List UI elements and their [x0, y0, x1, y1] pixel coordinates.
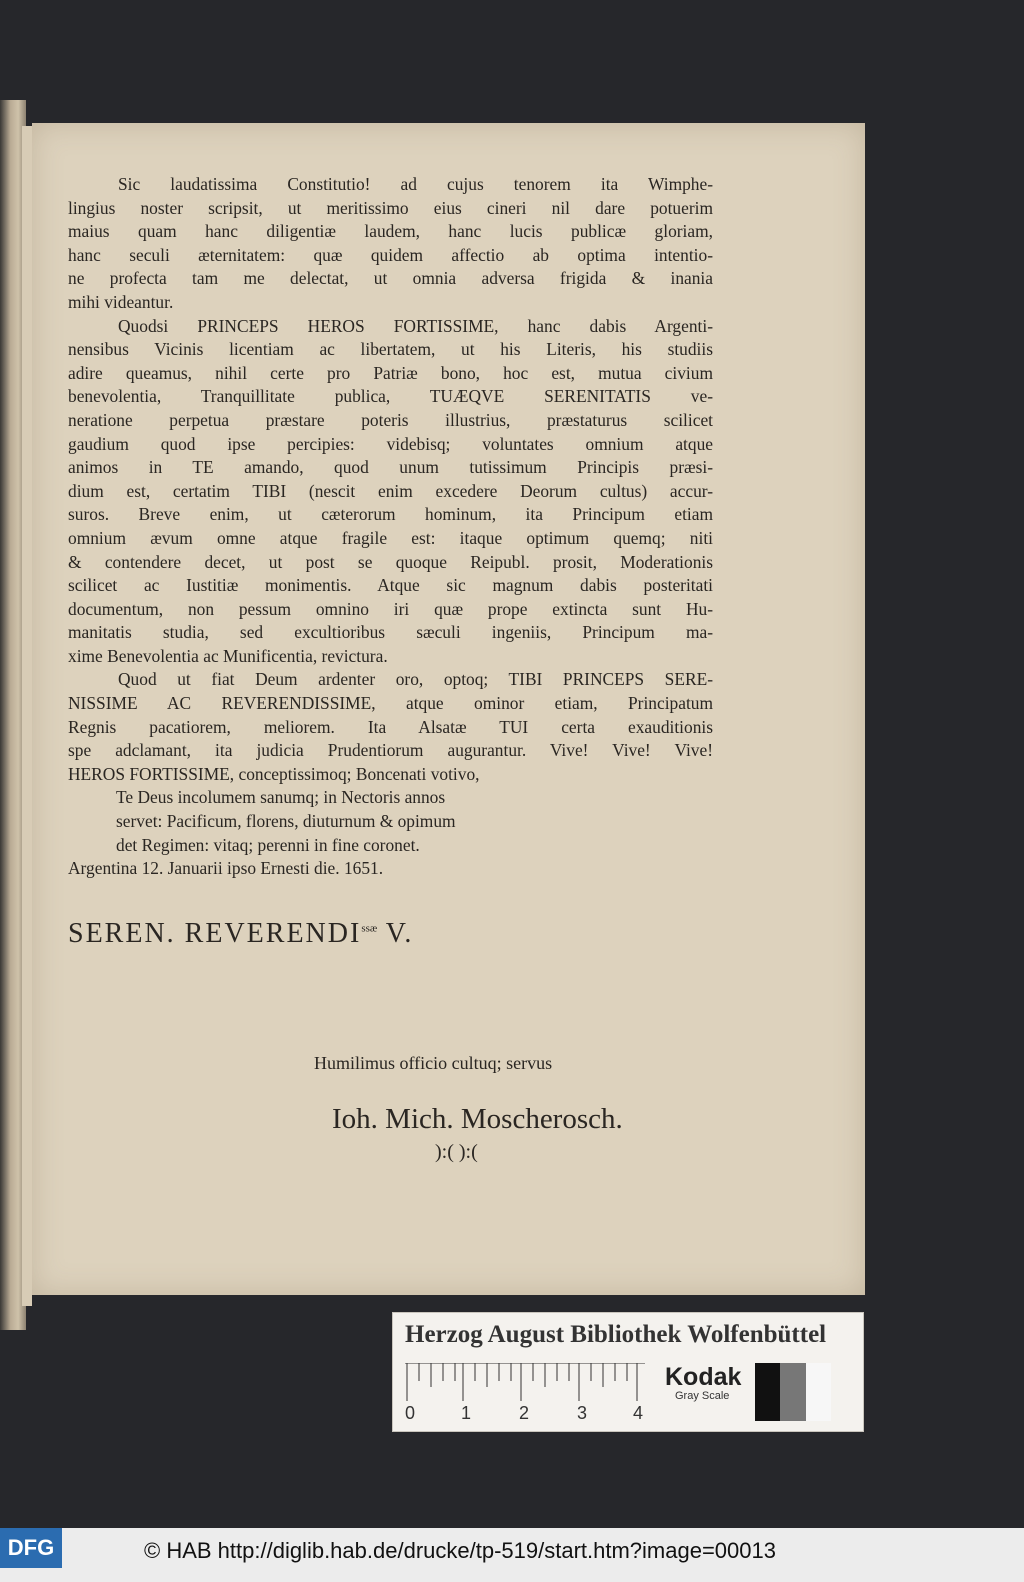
author-name: Ioh. Mich. Moscherosch. [332, 1103, 623, 1135]
paragraph-2 [68, 315, 713, 669]
text-line: adire queamus, nihil certe pro Patriæ bono, hoc est, mutua civium [68, 362, 713, 383]
adjacent-page-fold [22, 126, 32, 1306]
paragraph-3 [68, 668, 713, 786]
text-line: manitatis studia, sed excultioribus sæculi ingeniis, Principum ma- [68, 622, 713, 643]
text-line: Quodsi PRINCEPS HEROS FORTISSIME, hanc dabis Argenti- [118, 315, 713, 336]
verse-line: servet: Pacificum, florens, diuturnum & opimum [116, 811, 456, 832]
body-text [68, 173, 713, 881]
text-line: NISSIME AC REVERENDISSIME, atque ominor etiam, Principatum [68, 693, 713, 714]
text-line: Sic laudatissima Constitutio! ad cujus tenorem ita Wimphe- [118, 174, 713, 194]
library-name: Herzog August Bibliothek Wolfenbüttel [405, 1321, 827, 1348]
text-line: nensibus Vicinis licentiam ac libertatem, ut his Literis, his studiis [68, 339, 713, 360]
verse-block [68, 786, 713, 857]
salutation [68, 918, 413, 950]
salutation-end: V. [377, 918, 414, 949]
copyright-url[interactable]: © HAB http://diglib.hab.de/drucke/tp-519/start.htm?image=00013 [144, 1538, 776, 1563]
text-line: scilicet ac Iustitiæ monimentis. Atque sic magnum dabis posteritati [68, 575, 713, 596]
text-line: HEROS FORTISSIME, conceptissimoq; Boncenati votivo, [68, 763, 480, 784]
text-line: hanc seculi æternitatem: quæ quidem affectio ab optima intentio- [68, 244, 713, 265]
swatch-black [755, 1363, 780, 1421]
ruler-number: 2 [519, 1403, 530, 1423]
footer-bar [0, 1528, 1024, 1582]
text-line: dium est, certatim TIBI (nescit enim excedere Deorum cultus) accur- [68, 480, 713, 501]
salutation-superscript: ssæ [361, 922, 378, 935]
closing-formula: Humilimus officio cultuq; servus [314, 1053, 553, 1073]
salutation-main: SEREN. REVERENDI [68, 918, 362, 949]
text-line: Quod ut fiat Deum ardenter oro, optoq; TIBI PRINCEPS SERE- [118, 669, 713, 690]
text-line: & contendere decet, ut post se quoque Reipubl. prosit, Moderationis [68, 551, 713, 572]
paragraph-1 [68, 173, 713, 315]
dfg-logo: DFG [0, 1528, 62, 1568]
text-line: spe adclamant, ita judicia Prudentiorum augurantur. Vive! Vive! Vive! [68, 740, 713, 761]
ruler-number: 0 [405, 1403, 416, 1423]
kodak-label: Kodak [665, 1363, 742, 1391]
text-line: xime Benevolentia ac Munificentia, revictura. [68, 645, 388, 666]
text-line: benevolentia, Tranquillitate publica, TUÆQVE SERENITATIS ve- [68, 386, 713, 407]
swatch-gray [780, 1363, 805, 1421]
gray-swatches [755, 1363, 831, 1421]
text-line: ne profecta tam me delectat, ut omnia adversa frigida & inania [68, 268, 713, 289]
text-line: animos in TE amando, quod unum tutissimum Principis præsi- [68, 457, 713, 478]
text-line: Regnis pacatiorem, meliorem. Ita Alsatæ TUI certa exauditionis [68, 716, 713, 737]
text-line: maius quam hanc diligentiæ laudem, hanc lucis publicæ gloriam, [68, 221, 713, 242]
text-line: suros. Breve enim, ut cæterorum hominum, ita Principum etiam [68, 504, 713, 525]
text-line: gaudium quod ipse percipies: videbisq; voluntates omnium atque [68, 433, 713, 454]
ruler-number: 4 [633, 1403, 644, 1423]
grayscale-label: Gray Scale [675, 1390, 730, 1402]
text-line: documentum, non pessum omnino iri quæ prope extincta sunt Hu- [68, 598, 713, 619]
signature-mark: ):( ):( [435, 1141, 478, 1163]
ruler-icon [405, 1363, 645, 1403]
document-page [32, 123, 865, 1295]
text-line: neratione perpetua præstare poteris illustrius, præstaturus scilicet [68, 409, 713, 430]
ruler-number: 1 [461, 1403, 472, 1423]
verse-line: det Regimen: vitaq; perenni in fine coronet. [116, 834, 420, 855]
text-line: omnium ævum omne atque fragile est: itaque optimum quemq; niti [68, 527, 713, 548]
text-line: lingius noster scripsit, ut meritissimo eius cineri nil dare potuerim [68, 197, 713, 218]
dateline: Argentina 12. Januarii ipso Ernesti die. 1651. [68, 858, 384, 879]
ruler-number: 3 [577, 1403, 588, 1423]
swatch-white [806, 1363, 831, 1421]
text-line: mihi videantur. [68, 291, 174, 312]
color-reference-card [392, 1312, 864, 1432]
verse-line: Te Deus incolumem sanumq; in Nectoris annos [116, 787, 446, 808]
